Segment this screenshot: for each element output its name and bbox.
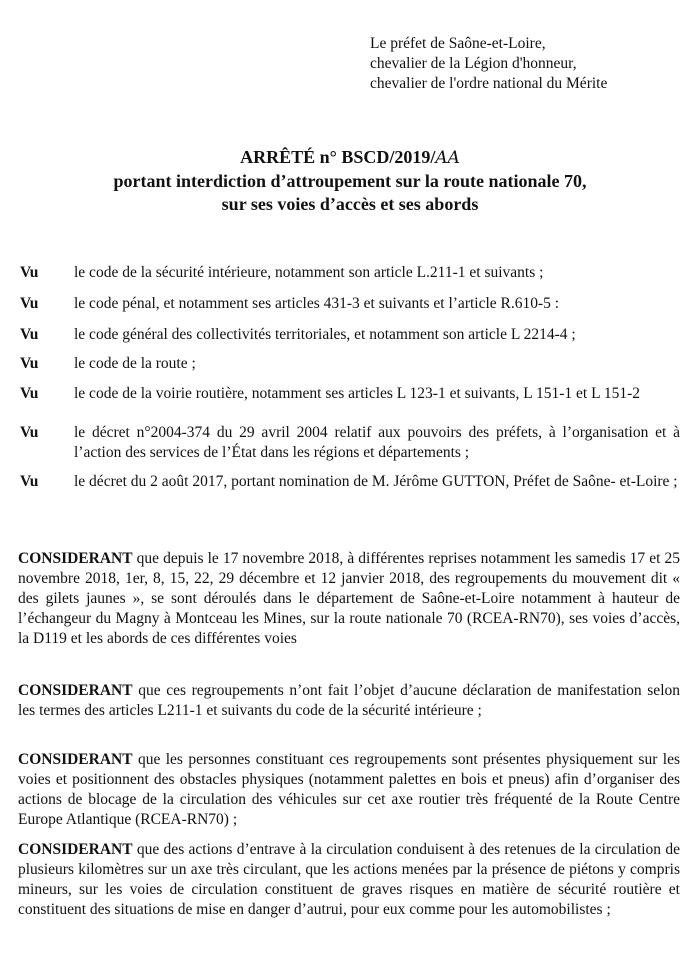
vu-text: le code de la sécurité intérieure, notamment son article L.211-1 et suivants ; xyxy=(74,264,544,281)
considerant-text: que depuis le 17 novembre 2018, à différentes reprises notamment les samedis 17 et 25 novembre 2018, 1er, 8, 15, 22, 29 décembre et 12 janvier 2018, des regroupements du mouvement dit « des gilets jaunes », se sont déroulés dans le département de Saône-et-Loire notamment à hauteur de l’échangeur du Magny à Montceau les Mines, sur la route nationale 70 (RCEA-RN70), ses voies d’accès, la D119 et les abords de ces différentes voies xyxy=(18,550,680,647)
vu-keyword: Vu xyxy=(20,264,39,281)
considerant-text: que les personnes constituant ces regroupements sont présentes physiquement sur les voies et positionnent des obstacles physiques (notamment palettes en bois et pneus) afin d’organiser des actions de blocage de la circulation des véhicules sur cet axe routier très fréquenté de la Route Centre Europe Atlantique (RCEA-RN70) ; xyxy=(18,751,680,828)
vu-text: le décret du 2 août 2017, portant nomination de M. Jérôme GUTTON, Préfet de Saône- et-Loire ; xyxy=(74,473,678,490)
vu-keyword: Vu xyxy=(20,326,39,343)
vu-keyword: Vu xyxy=(20,473,39,490)
decree-title-line3: sur ses voies d’accès et ses abords xyxy=(221,194,479,214)
handwritten-number: AA xyxy=(435,148,460,168)
decree-title-line2: portant interdiction d’attroupement sur la route nationale 70, xyxy=(113,171,587,191)
vu-item xyxy=(20,354,680,374)
vu-item xyxy=(20,384,680,404)
header-line: chevalier de la Légion d'honneur, xyxy=(370,55,577,72)
prefect-header xyxy=(370,34,607,94)
vu-item xyxy=(20,294,680,314)
considerant-paragraph xyxy=(18,750,680,830)
considerant-text: que ces regroupements n’ont fait l’objet d’aucune déclaration de manifestation selon les termes des articles L211-1 et suivants du code de la sécurité intérieure ; xyxy=(18,682,680,719)
decree-number: ARRÊTÉ n° BSCD/2019/ xyxy=(240,147,436,167)
considerant-paragraph xyxy=(18,840,680,920)
header-line: chevalier de l'ordre national du Mérite xyxy=(370,75,608,92)
considerant-text: que des actions d’entrave à la circulation conduisent à des retenues de la circulation de plusieurs kilomètres sur un axe très circulant, que les actions menées par la présence de piétons y compris mineurs, sur les voies de circulation constituent de graves risques en matière de sécurité routière et constituent des situations de mise en danger d’autrui, pour eux comme pour les automobilistes ; xyxy=(18,841,680,918)
vu-text: le code général des collectivités territoriales, et notamment son article L 2214-4 ; xyxy=(74,326,576,343)
vu-item xyxy=(20,263,680,283)
vu-text: le code pénal, et notamment ses articles 431-3 et suivants et l’article R.610-5 : xyxy=(74,295,560,312)
header-line: Le préfet de Saône-et-Loire, xyxy=(370,35,546,52)
vu-keyword: Vu xyxy=(20,295,39,312)
vu-item xyxy=(20,325,680,345)
vu-text: le décret n°2004-374 du 29 avril 2004 relatif aux pouvoirs des préfets, à l’organisation et à l’action des services de l’État dans les régions et départements ; xyxy=(74,424,680,461)
considerant-paragraph xyxy=(18,549,680,649)
vu-keyword: Vu xyxy=(20,385,39,402)
decree-title-line1 xyxy=(0,146,700,170)
vu-item xyxy=(20,423,680,463)
vu-keyword: Vu xyxy=(20,424,39,441)
decree-title xyxy=(0,146,700,216)
considerant-keyword: CONSIDERANT xyxy=(18,682,133,699)
vu-text: le code de la voirie routière, notamment ses articles L 123-1 et suivants, L 151-1 et L 151-2 xyxy=(74,385,641,402)
vu-text: le code de la route ; xyxy=(74,355,196,372)
considerant-keyword: CONSIDERANT xyxy=(18,841,133,858)
considerant-paragraph xyxy=(18,681,680,721)
considerant-keyword: CONSIDERANT xyxy=(18,751,133,768)
vu-keyword: Vu xyxy=(20,355,39,372)
vu-item xyxy=(20,472,680,492)
considerant-keyword: CONSIDERANT xyxy=(18,550,133,567)
